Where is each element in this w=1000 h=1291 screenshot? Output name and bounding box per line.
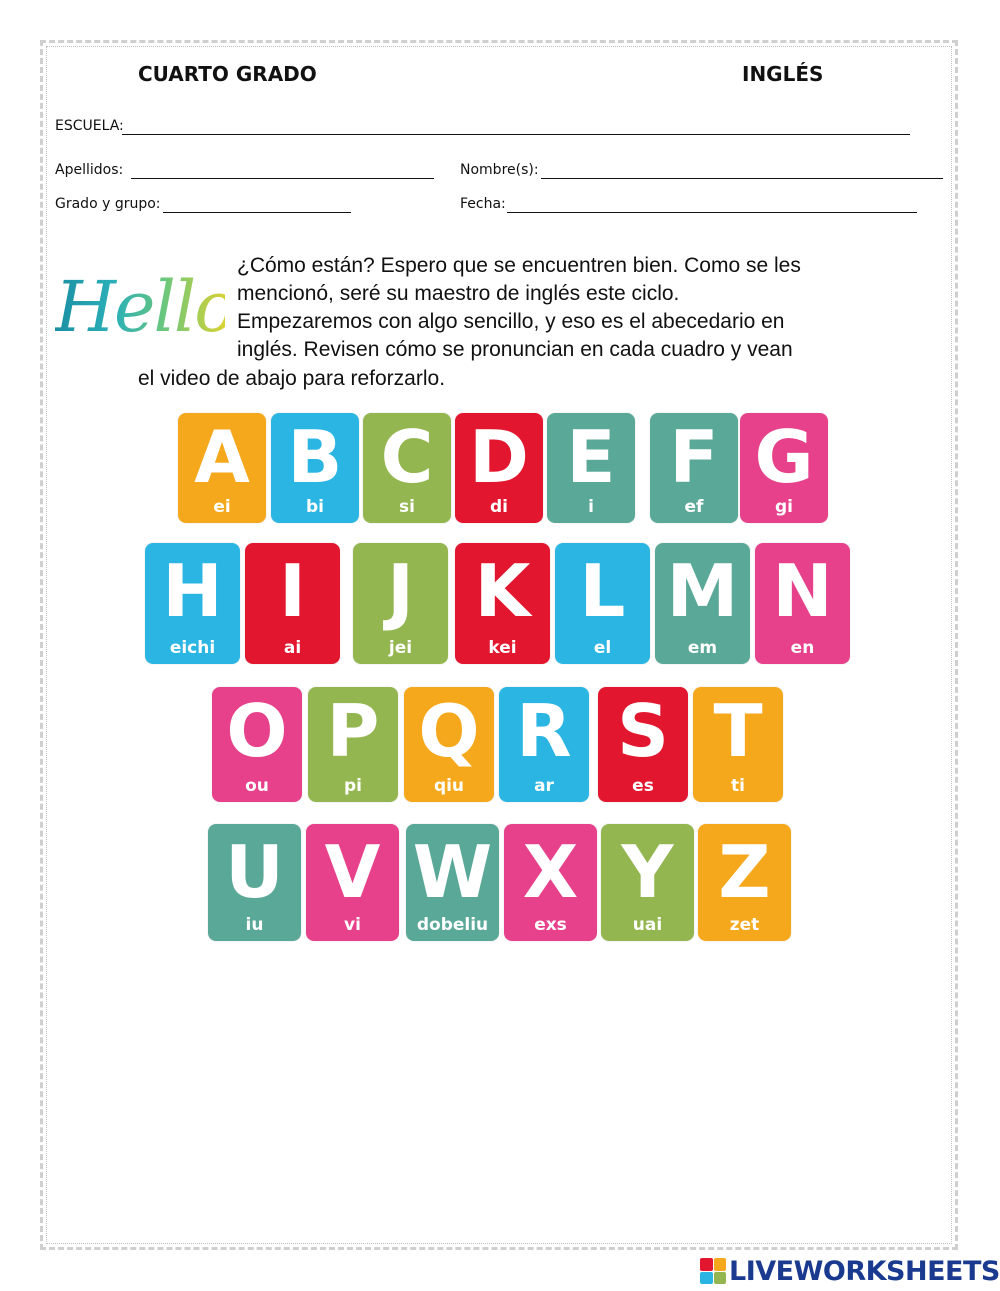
brand-name: LIVEWORKSHEETS bbox=[729, 1255, 1000, 1287]
letter-pronunciation: eichi bbox=[169, 638, 216, 658]
letter-glyph: P bbox=[326, 689, 380, 773]
intro-line-1: ¿Cómo están? Espero que se encuentren bien. Como se les bbox=[237, 254, 801, 277]
grado-grupo-label: Grado y grupo: bbox=[55, 196, 161, 212]
grade-title: CUARTO GRADO bbox=[138, 62, 317, 86]
letter-pronunciation: es bbox=[632, 776, 654, 796]
letter-card-j bbox=[353, 543, 448, 664]
letter-pronunciation: ti bbox=[731, 776, 745, 796]
letter-glyph: B bbox=[287, 415, 343, 499]
letter-card-e bbox=[547, 413, 635, 523]
letter-pronunciation: si bbox=[399, 497, 415, 517]
letter-card-g bbox=[740, 413, 828, 523]
letter-glyph: X bbox=[522, 830, 579, 914]
letter-glyph: U bbox=[225, 830, 284, 914]
letter-card-x bbox=[504, 824, 597, 941]
letter-pronunciation: iu bbox=[245, 915, 264, 935]
letter-pronunciation: uai bbox=[632, 915, 663, 935]
letter-glyph: J bbox=[387, 549, 414, 633]
letter-card-m bbox=[655, 543, 750, 664]
fecha-label: Fecha: bbox=[460, 196, 506, 212]
letter-card-f bbox=[650, 413, 738, 523]
letter-glyph: D bbox=[469, 415, 529, 499]
letter-glyph: V bbox=[324, 830, 381, 914]
letter-card-k bbox=[455, 543, 550, 664]
letter-card-o bbox=[212, 687, 302, 802]
letter-card-h bbox=[145, 543, 240, 664]
letter-card-q bbox=[404, 687, 494, 802]
escuela-label: ESCUELA: bbox=[55, 118, 124, 134]
letter-pronunciation: el bbox=[593, 638, 612, 658]
apellidos-line[interactable] bbox=[131, 178, 434, 179]
letter-card-t bbox=[693, 687, 783, 802]
letter-card-v bbox=[306, 824, 399, 941]
letter-glyph: W bbox=[412, 830, 493, 914]
letter-glyph: M bbox=[666, 549, 739, 633]
letter-glyph: R bbox=[516, 689, 572, 773]
letter-card-l bbox=[555, 543, 650, 664]
letter-card-z bbox=[698, 824, 791, 941]
letter-card-u bbox=[208, 824, 301, 941]
letter-glyph: O bbox=[226, 689, 288, 773]
intro-line-3: Empezaremos con algo sencillo, y eso es el abecedario en bbox=[237, 310, 785, 333]
letter-pronunciation: en bbox=[790, 638, 815, 658]
letter-card-p bbox=[308, 687, 398, 802]
nombre-label: Nombre(s): bbox=[460, 162, 539, 178]
letter-pronunciation: jei bbox=[388, 638, 413, 658]
intro-line-5: el video de abajo para reforzarlo. bbox=[138, 367, 446, 390]
letter-pronunciation: ar bbox=[534, 776, 554, 796]
letter-card-r bbox=[499, 687, 589, 802]
letter-pronunciation: em bbox=[687, 638, 718, 658]
letter-pronunciation: ai bbox=[283, 638, 302, 658]
nombre-line[interactable] bbox=[541, 178, 943, 179]
letter-glyph: F bbox=[669, 415, 719, 499]
letter-glyph: G bbox=[754, 415, 814, 499]
grado-grupo-line[interactable] bbox=[163, 212, 351, 213]
letter-card-n bbox=[755, 543, 850, 664]
letter-card-c bbox=[363, 413, 451, 523]
letter-glyph: Z bbox=[718, 830, 771, 914]
letter-glyph: I bbox=[279, 549, 306, 633]
hello-graphic: Hello. bbox=[55, 262, 225, 352]
letter-pronunciation: exs bbox=[534, 915, 567, 935]
letter-pronunciation: dobeliu bbox=[416, 915, 489, 935]
fecha-line[interactable] bbox=[507, 212, 917, 213]
liveworksheets-logo-icon bbox=[700, 1258, 726, 1284]
letter-pronunciation: bi bbox=[306, 497, 324, 517]
letter-pronunciation: kei bbox=[488, 638, 517, 658]
letter-card-y bbox=[601, 824, 694, 941]
letter-pronunciation: qiu bbox=[433, 776, 465, 796]
letter-glyph: C bbox=[380, 415, 434, 499]
letter-card-i bbox=[245, 543, 340, 664]
letter-card-b bbox=[271, 413, 359, 523]
letter-pronunciation: i bbox=[588, 497, 594, 517]
letter-glyph: N bbox=[772, 549, 833, 633]
intro-line-2: mencionó, seré su maestro de inglés este ciclo. bbox=[237, 282, 680, 305]
letter-glyph: L bbox=[579, 549, 626, 633]
letter-card-s bbox=[598, 687, 688, 802]
letter-pronunciation: di bbox=[490, 497, 508, 517]
liveworksheets-brand bbox=[700, 1256, 1000, 1286]
apellidos-label: Apellidos: bbox=[55, 162, 124, 178]
letter-card-a bbox=[178, 413, 266, 523]
letter-pronunciation: gi bbox=[775, 497, 793, 517]
escuela-line[interactable] bbox=[122, 134, 910, 135]
letter-glyph: K bbox=[474, 549, 531, 633]
letter-pronunciation: zet bbox=[729, 915, 760, 935]
letter-glyph: Y bbox=[621, 830, 674, 914]
letter-glyph: H bbox=[162, 549, 223, 633]
intro-line-4: inglés. Revisen cómo se pronuncian en cada cuadro y vean bbox=[237, 338, 793, 361]
letter-pronunciation: ou bbox=[245, 776, 269, 796]
letter-card-w bbox=[406, 824, 499, 941]
letter-pronunciation: pi bbox=[344, 776, 362, 796]
letter-pronunciation: vi bbox=[344, 915, 361, 935]
letter-glyph: Q bbox=[418, 689, 480, 773]
letter-glyph: A bbox=[194, 415, 250, 499]
letter-glyph: T bbox=[713, 689, 763, 773]
letter-glyph: S bbox=[617, 689, 669, 773]
letter-glyph: E bbox=[566, 415, 616, 499]
letter-pronunciation: ei bbox=[213, 497, 231, 517]
letter-card-d bbox=[455, 413, 543, 523]
letter-pronunciation: ef bbox=[684, 497, 704, 517]
subject-title: INGLÉS bbox=[742, 62, 824, 86]
